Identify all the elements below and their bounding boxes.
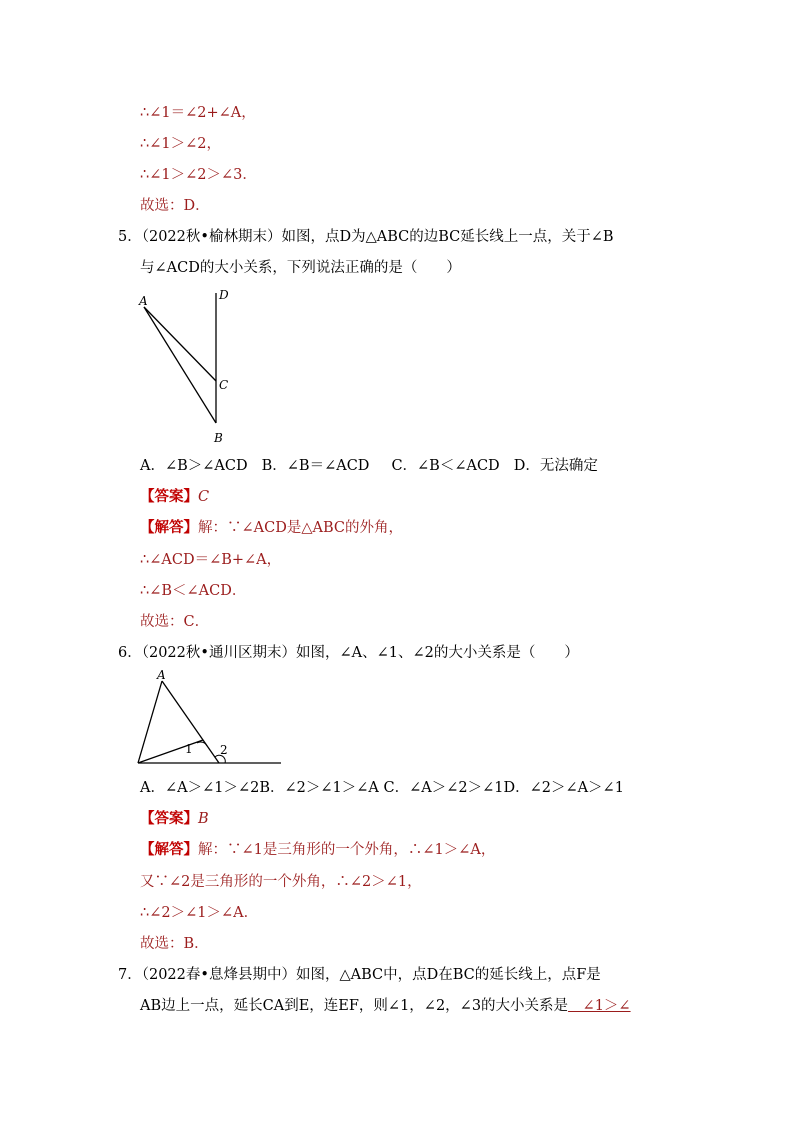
answer-row [140, 487, 209, 507]
option-d[interactable]: D．无法确定 [513, 458, 598, 474]
answer-tag: 【答案】 [140, 488, 198, 505]
question-source: （2022秋•通川区期末） [141, 645, 296, 661]
analysis-text: 解：∵∠1是三角形的一个外角，∴∠1＞∠A， [198, 842, 496, 858]
analysis-tag: 【解答】 [140, 841, 198, 858]
analysis-line: 又∵∠2是三角形的一个外角，∴∠2＞∠1， [140, 874, 422, 890]
question-6-options: A．∠A＞∠1＞∠2B．∠2＞∠1＞∠A C．∠A＞∠2＞∠1D．∠2＞∠A＞∠1 [140, 780, 624, 796]
solution-line: ∴∠1＝∠2+∠A， [140, 105, 256, 121]
analysis-line: ∴∠2＞∠1＞∠A． [140, 905, 259, 921]
cevian [138, 740, 203, 763]
analysis-line: ∴∠B＜∠ACD． [140, 583, 247, 599]
line-ac [144, 307, 216, 381]
analysis-text: 解：∵∠ACD是△ABC的外角， [198, 520, 403, 536]
question-source: （2022秋•榆林期末） [141, 229, 282, 245]
label-c: C [219, 378, 229, 392]
analysis-line: ∴∠ACD＝∠B+∠A， [140, 552, 282, 568]
question-text: 如图，△ABC中，点D在BC的延长线上，点F是 [295, 967, 601, 983]
question-number: 7． [118, 967, 142, 983]
question-5-stem-cont: 与∠ACD的大小关系，下列说法正确的是（ ） [140, 260, 461, 276]
analysis-row [140, 518, 403, 538]
question-6-stem [118, 643, 579, 663]
question-text: 如图，点D为△ABC的边BC延长线上一点，关于∠B [281, 229, 614, 245]
label-d: D [219, 288, 229, 302]
option-a[interactable]: A．∠B＞∠ACD [140, 458, 248, 474]
solution-line: ∴∠1＞∠2＞∠3． [140, 167, 257, 183]
option-c[interactable]: C．∠B＜∠ACD [391, 458, 500, 474]
label-2: 2 [220, 743, 228, 757]
answer-row [140, 809, 209, 829]
question-number: 6． [118, 645, 142, 661]
answer-value: B [198, 811, 209, 827]
answer-tag: 【答案】 [140, 810, 198, 827]
label-1: 1 [185, 742, 193, 756]
analysis-line: 故选：C． [140, 614, 210, 630]
analysis-line: 故选：B． [140, 936, 209, 952]
solution-line: ∴∠1＞∠2， [140, 136, 221, 152]
line-ab [144, 307, 216, 423]
question-7-stem-cont [140, 996, 631, 1016]
label-b: B [214, 431, 223, 445]
analysis-row [140, 840, 495, 860]
question-source: （2022春•息烽县期中） [141, 967, 296, 983]
solution-line: 故选：D． [140, 198, 210, 214]
option-b[interactable]: B．∠B＝∠ACD [261, 458, 370, 474]
analysis-tag: 【解答】 [140, 519, 198, 536]
side-left [138, 681, 162, 763]
question-5-stem [118, 227, 614, 247]
question-7-stem [118, 965, 601, 985]
question-text: 如图，∠A、∠1、∠2的大小关系是（ ） [295, 645, 579, 661]
question-text: AB边上一点，延长CA到E，连EF，则∠1，∠2，∠3的大小关系是 [140, 998, 569, 1014]
question-5-figure [130, 285, 250, 450]
question-6-figure [135, 665, 285, 775]
question-number: 5． [118, 229, 142, 245]
label-a: A [139, 294, 148, 308]
question-5-options [140, 456, 598, 476]
label-a: A [157, 668, 166, 682]
answer-value: C [198, 489, 210, 505]
answer-blank: ∠1＞∠ [568, 998, 631, 1014]
